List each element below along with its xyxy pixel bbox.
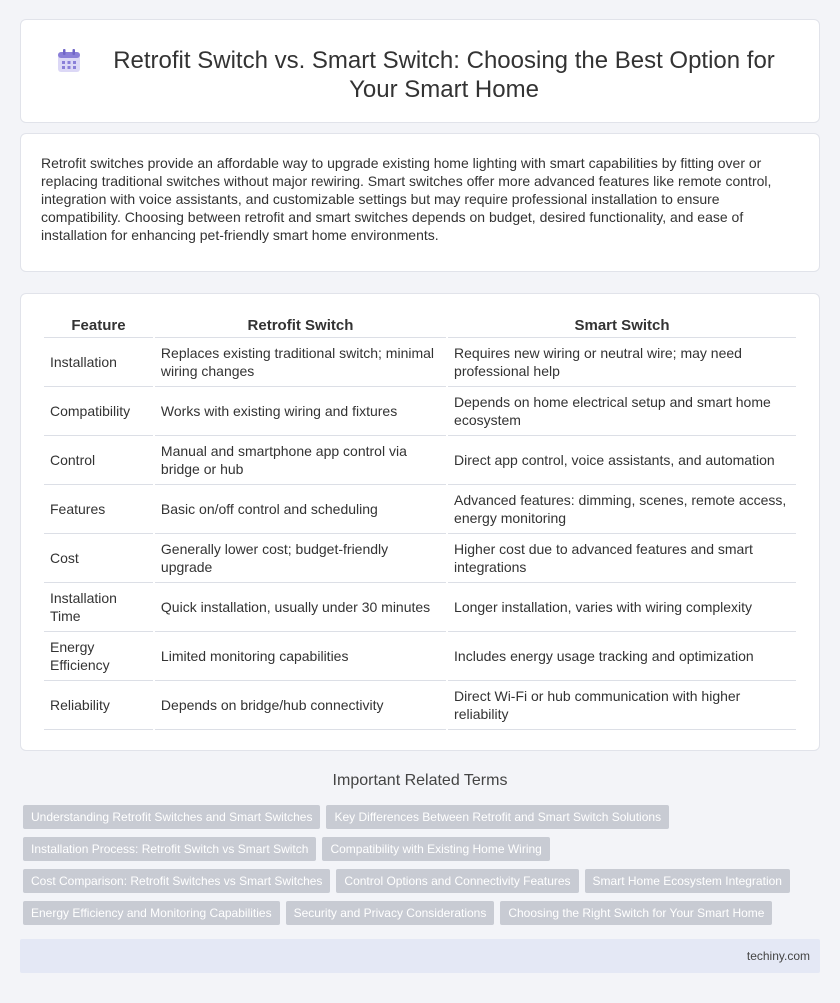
table-row xyxy=(44,485,796,534)
header-card xyxy=(20,19,820,123)
table-row xyxy=(44,436,796,485)
related-term-tag[interactable]: Security and Privacy Considerations xyxy=(286,901,495,925)
feature-cell: Reliability xyxy=(44,681,153,730)
footer-site-link[interactable]: techiny.com xyxy=(746,949,810,963)
feature-cell: Compatibility xyxy=(44,387,153,436)
related-term-tag[interactable]: Cost Comparison: Retrofit Switches vs Smart Switches xyxy=(23,869,330,893)
smart-cell: Requires new wiring or neutral wire; may need professional help xyxy=(448,338,796,387)
feature-cell: Installation xyxy=(44,338,153,387)
feature-cell: Features xyxy=(44,485,153,534)
table-row xyxy=(44,338,796,387)
related-term-tag[interactable]: Key Differences Between Retrofit and Smart Switch Solutions xyxy=(326,805,669,829)
table-row xyxy=(44,681,796,730)
table-row xyxy=(44,583,796,632)
related-terms-title: Important Related Terms xyxy=(332,772,508,789)
retrofit-cell: Generally lower cost; budget-friendly upgrade xyxy=(155,534,446,583)
table-row xyxy=(44,387,796,436)
feature-cell: Installation Time xyxy=(44,583,153,632)
related-term-tag[interactable]: Understanding Retrofit Switches and Smart Switches xyxy=(23,805,320,829)
smart-cell: Advanced features: dimming, scenes, remote access, energy monitoring xyxy=(448,485,796,534)
smart-cell: Depends on home electrical setup and smart home ecosystem xyxy=(448,387,796,436)
page-title: Retrofit Switch vs. Smart Switch: Choosing the Best Option for Your Smart Home xyxy=(113,47,775,103)
retrofit-cell: Replaces existing traditional switch; minimal wiring changes xyxy=(155,338,446,387)
related-term-tag[interactable]: Smart Home Ecosystem Integration xyxy=(585,869,790,893)
table-row xyxy=(44,534,796,583)
header-feature: Feature xyxy=(44,316,153,338)
header-smart-switch: Smart Switch xyxy=(448,316,796,338)
related-term-tag[interactable]: Compatibility with Existing Home Wiring xyxy=(322,837,549,861)
retrofit-cell: Manual and smartphone app control via bridge or hub xyxy=(155,436,446,485)
feature-cell: Cost xyxy=(44,534,153,583)
feature-cell: Energy Efficiency xyxy=(44,632,153,681)
table-header-row xyxy=(44,316,796,338)
comparison-table-card xyxy=(20,293,820,751)
retrofit-cell: Basic on/off control and scheduling xyxy=(155,485,446,534)
retrofit-cell: Limited monitoring capabilities xyxy=(155,632,446,681)
related-term-tag[interactable]: Installation Process: Retrofit Switch vs Smart Switch xyxy=(23,837,316,861)
related-term-tag[interactable]: Control Options and Connectivity Features xyxy=(336,869,578,893)
feature-cell: Control xyxy=(44,436,153,485)
intro-card xyxy=(20,133,820,272)
table-row xyxy=(44,632,796,681)
intro-paragraph: Retrofit switches provide an affordable way to upgrade existing home lighting with smart capabilities by fitting over or replacing traditional switches without major rewiring. Smart switches offer more advanced features like remote control, integration with voice assistants, and customizable settings but may require professional installation to ensure compatibility. Choosing between retrofit and smart switches depends on budget, desired functionality, and ease of installation for enhancing pet-friendly smart home environments. xyxy=(41,155,772,243)
calendar-icon xyxy=(56,48,82,74)
comparison-table xyxy=(42,316,798,730)
related-terms-list xyxy=(23,805,823,925)
header-retrofit-switch: Retrofit Switch xyxy=(155,316,446,338)
smart-cell: Direct Wi-Fi or hub communication with higher reliability xyxy=(448,681,796,730)
smart-cell: Longer installation, varies with wiring complexity xyxy=(448,583,796,632)
footer xyxy=(20,939,820,973)
related-term-tag[interactable]: Energy Efficiency and Monitoring Capabilities xyxy=(23,901,280,925)
smart-cell: Includes energy usage tracking and optimization xyxy=(448,632,796,681)
retrofit-cell: Works with existing wiring and fixtures xyxy=(155,387,446,436)
smart-cell: Higher cost due to advanced features and smart integrations xyxy=(448,534,796,583)
smart-cell: Direct app control, voice assistants, and automation xyxy=(448,436,796,485)
retrofit-cell: Quick installation, usually under 30 minutes xyxy=(155,583,446,632)
related-term-tag[interactable]: Choosing the Right Switch for Your Smart Home xyxy=(500,901,772,925)
retrofit-cell: Depends on bridge/hub connectivity xyxy=(155,681,446,730)
